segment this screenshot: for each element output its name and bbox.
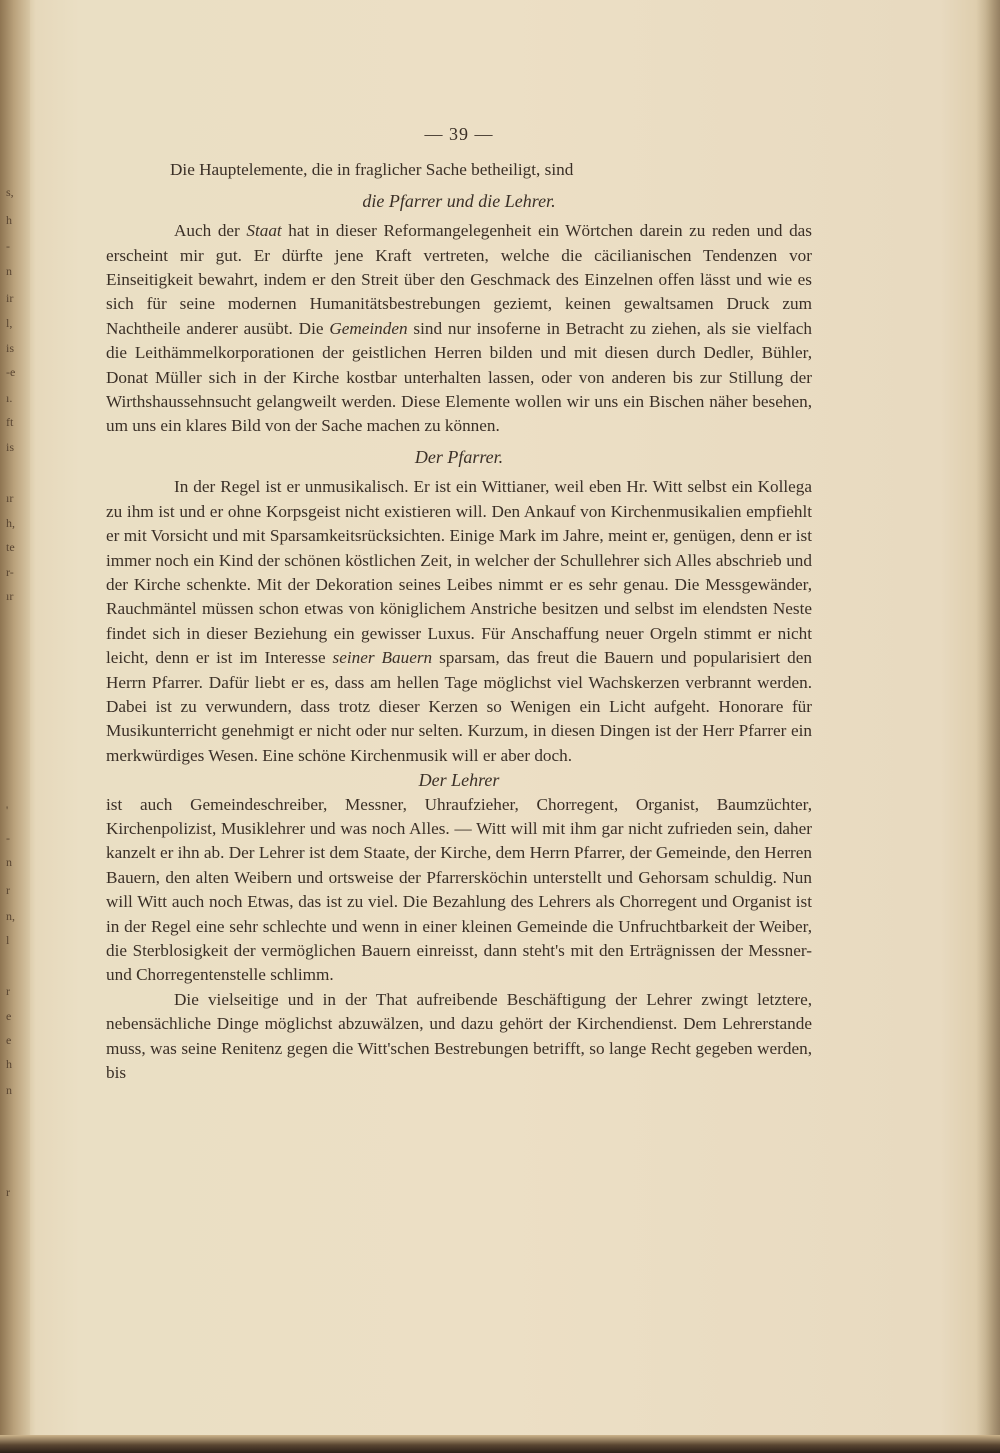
gutter-fragment: n (6, 264, 12, 278)
section-heading-main: die Pfarrer und die Lehrer. (362, 190, 556, 211)
gutter-fragment: is (6, 440, 15, 454)
page-right-edge (976, 0, 1000, 1453)
binding-gutter (0, 0, 30, 1453)
gutter-fragment: ır (6, 491, 14, 505)
gutter-fragment: n, (6, 909, 15, 923)
gutter-fragment: ft (6, 415, 14, 429)
gutter-fragment: h (6, 1057, 12, 1071)
section-heading-pfarrer: Der Pfarrer. (414, 446, 504, 467)
gutter-fragment: - (6, 239, 10, 253)
gutter-fragment: s, (6, 185, 14, 199)
emphasis-gemeinden: Gemeinden (329, 318, 408, 338)
gutter-fragment: l (6, 933, 10, 947)
intro-line: Die Hauptelemente, die in fraglicher Sache betheiligt, sind (170, 160, 574, 180)
emphasis-staat: Staat (246, 221, 282, 241)
gutter-fragment: -e (6, 365, 16, 379)
gutter-fragment: ' (6, 803, 9, 817)
gutter-fragment: n (6, 855, 12, 869)
paragraph-staat (106, 219, 812, 439)
gutter-fragment: is (6, 341, 15, 355)
gutter-fragment: ır (6, 589, 14, 603)
text-run: Auch der (174, 221, 247, 241)
paragraph-pfarrer (106, 475, 812, 768)
page-bottom-edge (0, 1435, 1000, 1453)
text-run: sind nur insoferne in Betracht zu ziehen, als sie vielfach die Leithämmelkorporationen der geistlichen Herren bilden und mit diesen durch Dedler, Bühler, Donat Müller sich in der Kirche kostbar unterhalten lassen, oder von anderen bis zur Stillung der Wirthshaussehnsucht gelangweilt werden. Diese Elemente wollen wir uns ein Bischen näher besehen, um uns ein klares Bild von der Sache machen zu können. (106, 318, 812, 436)
page-text (106, 122, 812, 1085)
gutter-fragment: r (6, 883, 10, 897)
gutter-fragment: te (6, 540, 15, 554)
section-heading-lehrer: Der Lehrer (418, 770, 500, 791)
paragraph-beschaeftigung: Die vielseitige und in der That aufreibende Beschäftigung der Lehrer zwingt letztere, nebensächliche Dinge möglichst abzuwälzen, und dazu gehört der Kirchendienst. Dem Lehrerstande muss, was seine Renitenz gegen die Witt'schen Bestrebungen betrifft, so lange Recht gegeben werden, bis (106, 989, 812, 1083)
text-run: hat in dieser Reformangelegenheit ein Wörtchen darein zu reden und das erscheint mir gut. Er dürfte jene Kraft vertreten, welche die cäcilianischen Tendenzen vor Einseitigkeit bewahrt, indem er den Streit über den Geschmack des Einzelnen offen lässt und wie es sich für seine modernen Humanitätsbestrebungen geziemt, keinen gewaltsamen Druck zum Nachtheile anderer ausübt. Die (106, 221, 812, 338)
gutter-fragment: h (6, 213, 12, 227)
gutter-fragment: l, (6, 316, 13, 330)
page-number: — 39 — (424, 124, 494, 144)
gutter-fragment: ir (6, 291, 14, 305)
gutter-fragment: - (6, 831, 10, 845)
emphasis-seiner-bauern: seiner Bauern (332, 648, 433, 668)
gutter-fragment: r (6, 1185, 10, 1199)
text-run: In der Regel ist er unmusikalisch. Er ist ein Wittianer, weil eben Hr. Witt selbst ein Kollega zu ihm ist und er ohne Korpsgeist nicht existieren will. Den Ankauf von Kirchenmusikalien empfiehlt er mit Vorsicht und mit Sparsamkeitsrücksichten. Einige Mark im Jahre, meint er, genügen, denn er ist immer noch ein Kind der schönen köstlichen Zeit, in welcher der Schullehrer sich Alles abschrieb und der Kirche schenkte. Mit der Dekoration seines Leibes nimmt er es sehr genau. Die Messgewänder, Rauchmäntel müssen schon etwas von königlichem Anstriche besitzen und selbst im elendsten Neste findet sich in dieser Beziehung ein gewisser Luxus. Für Anschaffung neuer Orgeln stimmt er nicht leicht, denn er ist im Interesse (106, 477, 812, 668)
gutter-fragment: r (6, 984, 10, 998)
gutter-fragment: ı. (6, 391, 13, 405)
gutter-fragment: e (6, 1033, 12, 1047)
gutter-fragment: h, (6, 516, 15, 530)
gutter-fragment: r- (6, 565, 14, 579)
paragraph-lehrer: ist auch Gemeindeschreiber, Messner, Uhraufzieher, Chorregent, Organist, Baumzüchter, Kirchenpolizist, Musiklehrer und was noch Alles. — Witt will mit ihm gar nicht zufrieden sein, daher kanzelt er ihn ab. Der Lehrer ist dem Staate, der Kirche, dem Herrn Pfarrer, der Gemeinde, den Herren Bauern, den alten Weibern und ortsweise der Pfarrersköchin unterstellt und Gehorsam schuldig. Nun will Witt auch noch Etwas, das ist zu viel. Die Bezahlung des Lehrers als Chorregent und Organist ist in der Regel eine sehr schlechte und wenn in einer kleinen Gemeinde die Unfruchtbarkeit der Weiber, die Sterblosigkeit der vermöglichen Bauern einreisst, dann steht's mit den Erträgnissen der Messner- und Chorregentenstelle schlimm. (106, 794, 812, 985)
gutter-fragment: n (6, 1083, 12, 1097)
text-run: sparsam, das freut die Bauern und popularisiert den Herrn Pfarrer. Dafür liebt er es, dass am hellen Tage möglichst viel Wachskerzen verbrannt werden. Dabei ist zu verwundern, dass trotz dieser Kerzen so Wenigen ein Licht aufgeht. Honorare für Musikunterricht genehmigt er nicht oder nur selten. Kurzum, in diesen Dingen ist der Herr Pfarrer ein merkwürdiges Wesen. Eine schöne Kirchenmusik will er aber doch. (106, 648, 812, 765)
gutter-fragment: e (6, 1009, 12, 1023)
